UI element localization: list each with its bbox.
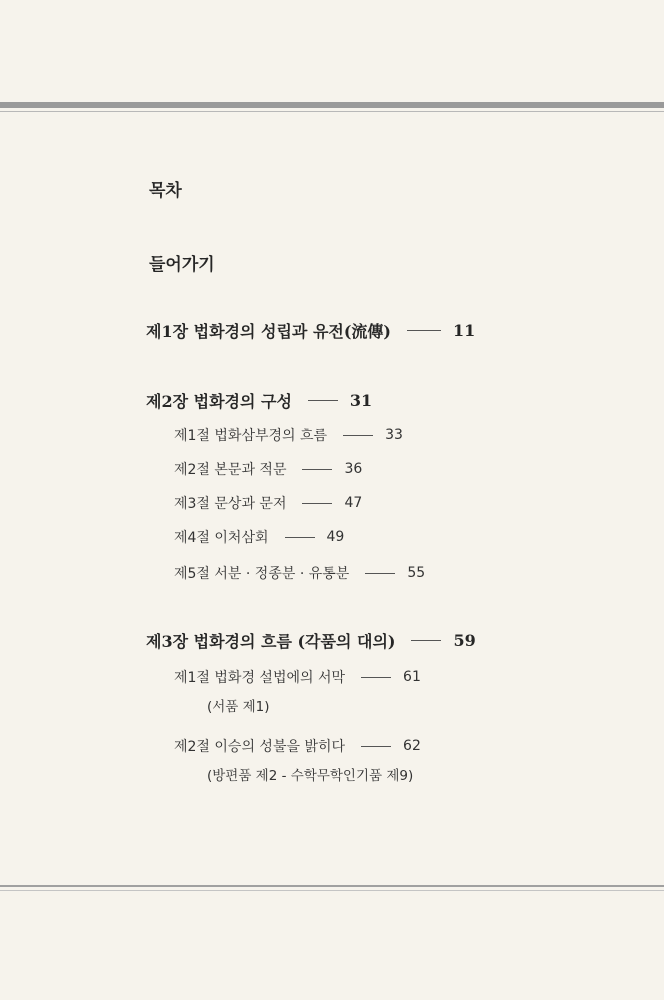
toc-section (174, 459, 362, 479)
toc-section (174, 667, 421, 687)
dot-leader (411, 640, 441, 641)
section-title: 제3절 문상과 문저 (174, 496, 287, 512)
page-number: 62 (403, 738, 421, 754)
page-number: 47 (344, 495, 363, 511)
top-rule (0, 102, 664, 108)
dot-leader (285, 537, 315, 538)
dot-leader (302, 469, 332, 470)
page-number: 61 (403, 669, 421, 685)
dot-leader (407, 330, 441, 331)
page-number: 49 (326, 529, 345, 545)
intro-heading: 들어가기 (149, 255, 215, 275)
toc-title: 목차 (149, 181, 182, 201)
page-number: 31 (349, 391, 373, 410)
top-rule-thin (0, 111, 664, 112)
toc-section (174, 736, 421, 756)
toc-section (174, 425, 403, 445)
dot-leader (365, 573, 395, 574)
bottom-rule-thin (0, 890, 664, 891)
chapter-title: 제1장 법화경의 성립과 유전(流傳) (146, 322, 392, 341)
chapter-title: 제3장 법화경의 흐름 (각품의 대의) (146, 632, 396, 651)
bottom-rule (0, 885, 664, 887)
toc-section (174, 493, 362, 513)
dot-leader (361, 677, 391, 678)
dot-leader (308, 400, 338, 401)
page-number: 55 (407, 565, 426, 581)
page-number: 59 (453, 631, 476, 650)
toc-section-note: (서품 제1) (207, 699, 270, 715)
toc-chapter-3 (146, 629, 476, 652)
toc-chapter-2 (146, 389, 372, 412)
toc-section-note: (방편품 제2 - 수학무학인기품 제9) (207, 768, 414, 784)
toc-section (174, 527, 344, 547)
section-title: 제1절 법화삼부경의 흐름 (174, 428, 328, 444)
chapter-title: 제2장 법화경의 구성 (146, 392, 292, 411)
section-title: 제4절 이처삼회 (174, 530, 269, 546)
toc-section (174, 563, 425, 583)
dot-leader (361, 746, 391, 747)
section-title: 제2절 본문과 적문 (174, 462, 287, 478)
dot-leader (343, 435, 373, 436)
section-title: 제1절 법화경 설법에의 서막 (174, 670, 346, 686)
page-number: 11 (453, 321, 476, 340)
dot-leader (302, 503, 332, 504)
page-number: 33 (385, 427, 403, 443)
toc-chapter-1 (146, 319, 475, 342)
section-title: 제5절 서분 · 정종분 · 유통분 (174, 566, 350, 582)
page-number: 36 (344, 461, 363, 477)
section-title: 제2절 이승의 성불을 밝히다 (174, 739, 346, 755)
